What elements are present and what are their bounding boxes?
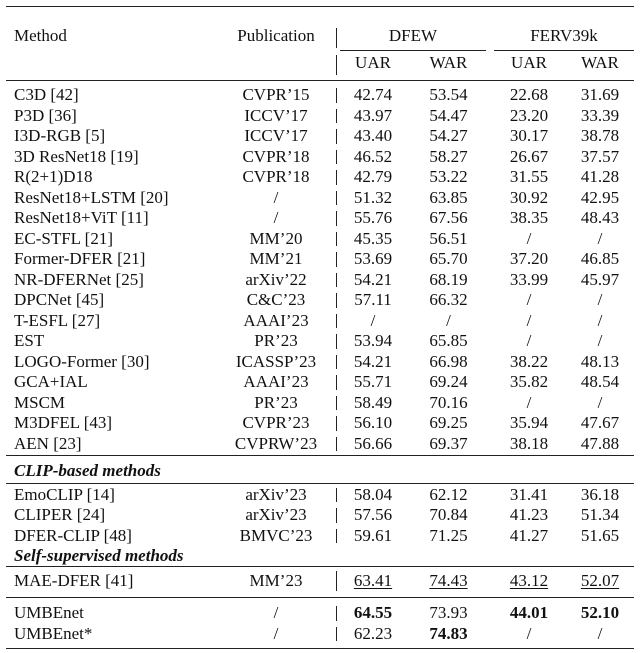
publication-venue: CVPR’15 [242,85,310,104]
dfew-war-value: 68.19 [429,269,468,289]
column-separator [336,170,337,185]
table-row [6,352,634,373]
table-body-clip [6,485,634,546]
column-separator [336,55,337,75]
dfew-war-value: 56.51 [429,228,468,248]
dfew-uar-value: 51.32 [353,187,393,207]
ferv-war-value: 41.28 [580,167,620,186]
publication-venue: / [273,187,279,207]
ferv-uar-value: / [526,228,532,248]
header-dfew: DFEW [388,26,438,45]
ferv-uar-value: 38.22 [509,351,549,371]
column-separator [336,606,337,621]
column-separator [336,314,337,329]
column-separator [336,571,337,591]
publication-venue: CVPRW’23 [234,433,318,453]
publication-venue: / [273,603,279,622]
dfew-uar-value: 57.11 [354,290,392,309]
ferv-uar-value: 33.99 [509,269,549,289]
bottom-rule [6,648,634,649]
method-name: EmoCLIP [14] [14,485,115,504]
method-name: I3D-RGB [5] [14,126,106,145]
dfew-war-value: 53.54 [429,85,468,104]
column-separator [336,109,337,124]
section-ssl [6,546,634,567]
table-row [6,126,634,147]
column-separator [336,88,337,103]
ferv-uar-value: / [526,290,532,309]
dfew-war-value: 69.37 [429,433,468,453]
dfew-war-value: 69.24 [429,372,468,391]
column-separator [336,211,337,226]
dfew-war-value: 65.85 [429,331,468,350]
method-name: DPCNet [45] [14,290,105,309]
dfew-war-value: 62.12 [429,485,468,504]
publication-venue: arXiv’23 [245,505,307,525]
dfew-uar-value: 54.21 [353,351,393,371]
ferv-war-value: / [597,310,603,330]
dfew-uar-value: 54.21 [353,269,393,289]
ferv-uar-value: 30.17 [509,126,549,145]
method-name: R(2+1)D18 [14,167,93,186]
ferv-war-value: 31.69 [580,85,620,104]
column-separator [336,191,337,206]
dfew-war-value: 58.27 [429,146,468,166]
publication-venue: ICCV’17 [244,126,308,145]
column-separator [336,627,337,642]
publication-venue: CVPR’18 [242,146,310,166]
dfew-war-value: 53.22 [429,167,468,186]
header-row-1 [6,26,634,50]
publication-venue: C&C’23 [246,290,306,309]
ferv-cmidrule [494,50,634,51]
ferv-uar-value: / [526,331,532,350]
table-row [6,413,634,434]
column-separator [336,355,337,370]
column-separator [336,129,337,144]
ferv-war-value: / [597,392,603,412]
ferv-war-value: 48.43 [580,208,620,227]
ferv-uar-value: / [526,392,532,412]
method-name: Former-DFER [21] [14,249,146,268]
dfew-cmidrule [340,50,486,51]
publication-venue: MM’23 [249,571,303,590]
method-name: C3D [42] [14,85,79,104]
column-separator [336,334,337,349]
dfew-war-value: 74.43 [429,571,468,590]
rule-after-main [6,455,634,456]
dfew-uar-value: 46.52 [353,146,393,166]
dfew-war-value: 70.16 [429,392,468,412]
dfew-uar-value: 42.74 [353,85,393,104]
table-row [6,249,634,270]
section-title-ssl: Self-supervised methods [14,546,184,565]
ferv-uar-value: 41.27 [509,525,549,545]
ferv-war-value: / [597,623,603,643]
method-name: T-ESFL [27] [14,310,101,330]
publication-venue: CVPR’23 [242,413,310,432]
publication-venue: arXiv’22 [245,269,307,289]
publication-venue: arXiv’23 [245,485,307,504]
publication-venue: PR’23 [254,331,298,350]
dfew-war-value: 54.47 [429,105,468,125]
ferv-uar-value: 23.20 [509,105,549,125]
dfew-uar-value: 55.71 [353,372,393,391]
ferv-war-value: 51.65 [580,525,620,545]
ferv-war-value: 38.78 [580,126,620,145]
method-name: MSCM [14,392,66,412]
header-publication: Publication [237,26,315,45]
dfew-uar-value: 42.79 [353,167,393,186]
table-row [6,393,634,414]
method-name: UMBEnet* [14,623,93,643]
table-row [6,188,634,209]
dfew-uar-value: 53.94 [353,331,393,350]
header-dfew-uar: UAR [355,53,391,72]
dfew-uar-value: 64.55 [353,603,393,622]
ferv-uar-value: 41.23 [509,505,549,525]
method-name: CLIPER [24] [14,505,106,525]
dfew-uar-value: 55.76 [353,208,393,227]
dfew-war-value: 74.83 [429,623,468,643]
section-title-clip: CLIP-based methods [14,461,161,480]
rule-before-ours [6,597,634,598]
method-name: ResNet18+ViT [11] [14,208,149,227]
header-ferv39k: FERV39k [530,26,598,45]
ferv-uar-value: 26.67 [509,146,549,166]
ferv-uar-value: 22.68 [509,85,549,104]
ferv-war-value: 48.13 [580,351,620,371]
dfew-uar-value: 45.35 [353,228,393,248]
ferv-war-value: / [597,228,603,248]
method-name: M3DFEL [43] [14,413,113,432]
table-row [6,167,634,188]
ferv-war-value: 48.54 [580,372,620,391]
dfew-uar-value: / [370,310,376,330]
ferv-war-value: 47.88 [580,433,620,453]
column-separator [336,252,337,267]
publication-venue: ICASSP’23 [235,351,317,371]
table-body-main [6,85,634,454]
table-body-ssl [6,568,634,594]
dfew-uar-value: 62.23 [353,623,393,643]
top-rule [6,6,634,7]
table-row [6,208,634,229]
dfew-uar-value: 59.61 [353,525,393,545]
table-row [6,331,634,352]
dfew-war-value: 66.32 [429,290,468,309]
ferv-uar-value: 38.18 [509,433,549,453]
ferv-uar-value: 31.55 [509,167,549,186]
ferv-war-value: / [597,290,603,309]
dfew-uar-value: 53.69 [353,249,393,268]
dfew-uar-value: 56.10 [353,413,393,432]
table-row [6,603,634,624]
table-row [6,624,634,645]
table-row [6,434,634,455]
table-row [6,372,634,393]
dfew-uar-value: 58.04 [353,485,393,504]
column-separator [336,273,337,288]
dfew-uar-value: 56.66 [353,433,393,453]
ferv-war-value: 46.85 [580,249,620,268]
method-name: DFER-CLIP [48] [14,525,132,545]
dfew-uar-value: 58.49 [353,392,393,412]
column-separator [336,416,337,431]
table-row [6,568,634,594]
dfew-war-value: 70.84 [429,505,468,525]
dfew-war-value: 54.27 [429,126,468,145]
dfew-war-value: 73.93 [429,603,468,622]
section-clip [6,461,634,482]
ferv-uar-value: 43.12 [509,571,549,590]
header-row-2 [6,53,634,77]
header-dfew-war: WAR [429,53,468,72]
publication-venue: MM’21 [249,249,303,268]
ferv-uar-value: / [526,310,532,330]
ferv-war-value: 52.07 [580,571,620,590]
column-separator [336,529,337,543]
publication-venue: / [273,208,279,227]
method-name: LOGO-Former [30] [14,351,150,371]
publication-venue: CVPR’18 [242,167,310,186]
ferv-war-value: 37.57 [580,146,620,166]
column-separator [336,232,337,247]
table-row [6,85,634,106]
method-name: 3D ResNet18 [19] [14,146,139,166]
dfew-uar-value: 43.97 [353,105,393,125]
method-name: UMBEnet [14,603,84,622]
method-name: EST [14,331,45,350]
table-row [6,485,634,505]
method-name: MAE-DFER [41] [14,571,134,590]
ferv-uar-value: 38.35 [509,208,549,227]
dfew-war-value: 63.85 [429,187,468,207]
ferv-war-value: 52.10 [580,603,620,622]
dfew-war-value: 71.25 [429,525,468,545]
ferv-war-value: 36.18 [580,485,620,504]
method-name: EC-STFL [21] [14,228,114,248]
ferv-war-value: 47.67 [580,413,620,432]
dfew-uar-value: 43.40 [353,126,393,145]
ferv-uar-value: 35.82 [509,372,549,391]
ferv-uar-value: 44.01 [509,603,549,622]
dfew-war-value: / [446,310,451,330]
ferv-war-value: 51.34 [580,505,620,525]
column-separator [336,28,337,48]
column-separator [336,437,337,452]
publication-venue: PR’23 [254,392,298,412]
header-ferv-war: WAR [581,53,619,72]
publication-venue: AAAI’23 [243,372,309,391]
header-ferv-uar: UAR [511,53,547,72]
column-separator [336,488,337,502]
table-row [6,311,634,332]
dfew-war-value: 69.25 [429,413,468,432]
header-rule [6,80,634,81]
method-name: GCA+IAL [14,372,88,391]
ferv-war-value: 33.39 [580,105,620,125]
header-method: Method [14,26,67,45]
publication-venue: MM’20 [249,228,303,248]
table-row [6,290,634,311]
table-row [6,106,634,127]
table-row [6,147,634,168]
ferv-uar-value: 37.20 [509,249,549,268]
dfew-war-value: 66.98 [429,351,468,371]
dfew-uar-value: 57.56 [353,505,393,525]
method-name: P3D [36] [14,105,77,125]
table-row [6,229,634,250]
column-separator [336,293,337,308]
method-name: ResNet18+LSTM [20] [14,187,169,207]
dfew-war-value: 65.70 [429,249,468,268]
ferv-uar-value: 35.94 [509,413,549,432]
table-row [6,270,634,291]
ferv-war-value: 45.97 [580,269,620,289]
method-name: NR-DFERNet [25] [14,269,144,289]
rule-clip-header [6,483,634,484]
column-separator [336,150,337,165]
method-name: AEN [23] [14,433,82,453]
ferv-war-value: 42.95 [580,187,620,207]
publication-venue: BMVC’23 [239,525,313,545]
column-separator [336,396,337,411]
table-row [6,526,634,546]
ferv-uar-value: 31.41 [509,485,549,504]
rule-ssl-header [6,566,634,567]
table-row [6,505,634,525]
ferv-uar-value: / [526,623,532,643]
dfew-war-value: 67.56 [429,208,468,227]
column-separator [336,508,337,522]
column-separator [336,375,337,390]
publication-venue: / [273,623,279,643]
table-body-ours [6,603,634,644]
dfew-uar-value: 63.41 [353,571,393,590]
ferv-uar-value: 30.92 [509,187,549,207]
ferv-war-value: / [597,331,603,350]
publication-venue: ICCV’17 [244,105,308,125]
publication-venue: AAAI’23 [243,310,309,330]
